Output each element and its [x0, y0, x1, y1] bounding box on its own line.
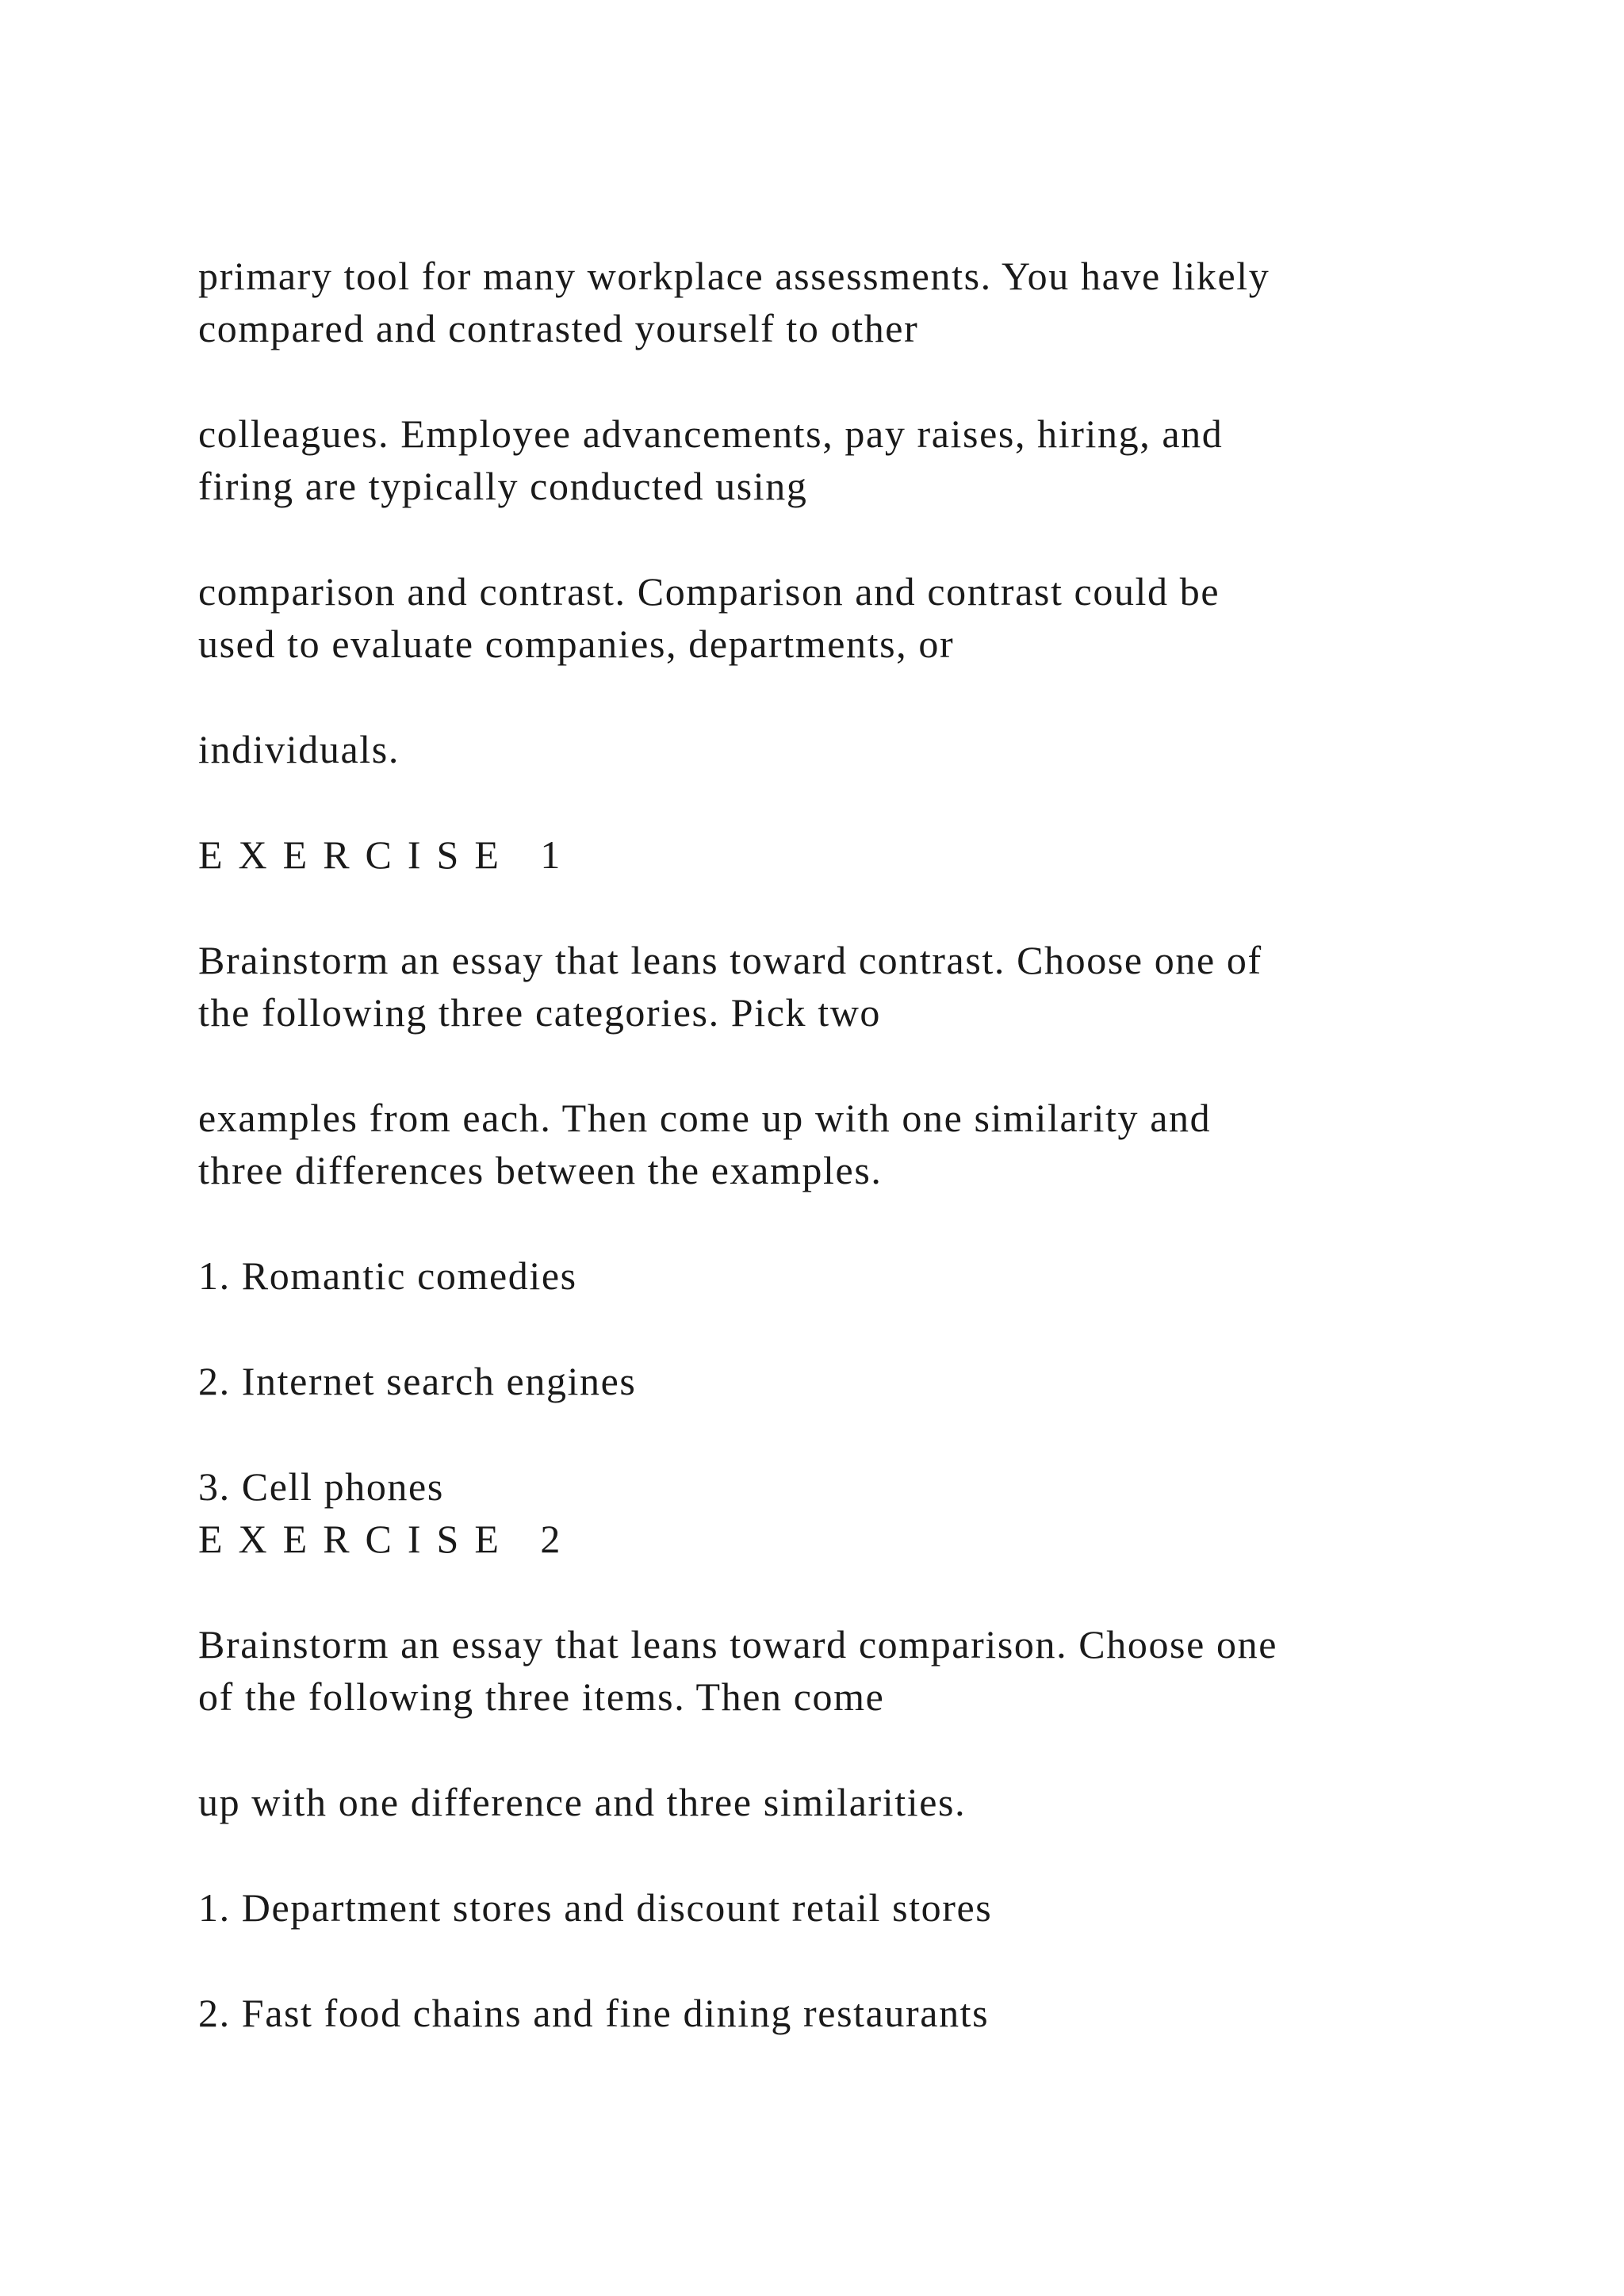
list-item: 3. Cell phones	[198, 1464, 444, 1509]
exercise-1-instructions-line: Brainstorm an essay that leans toward contrast. Choose one of	[198, 938, 1262, 982]
exercise-1-heading: EXERCISE 1	[198, 832, 576, 877]
exercise-2-instructions-line: up with one difference and three similarities.	[198, 1780, 967, 1824]
exercise-2-instructions-line: Brainstorm an essay that leans toward comparison. Choose one	[198, 1622, 1277, 1667]
paragraph-line: primary tool for many workplace assessments. You have likely	[198, 254, 1270, 298]
exercise-1-instructions-line: the following three categories. Pick two	[198, 990, 881, 1035]
list-item: 2. Internet search engines	[198, 1359, 637, 1403]
list-item: 1. Romantic comedies	[198, 1253, 577, 1298]
exercise-1-instructions-line: three differences between the examples.	[198, 1148, 883, 1192]
paragraph-line: comparison and contrast. Comparison and contrast could be	[198, 569, 1220, 614]
exercise-2-instructions-line: of the following three items. Then come	[198, 1674, 885, 1719]
exercise-2-heading: EXERCISE 2	[198, 1517, 576, 1561]
list-item: 1. Department stores and discount retail stores	[198, 1885, 993, 1930]
paragraph-line: compared and contrasted yourself to other	[198, 306, 919, 350]
paragraph-line: firing are typically conducted using	[198, 464, 808, 508]
paragraph-line: used to evaluate companies, departments, or	[198, 622, 955, 666]
list-item: 2. Fast food chains and fine dining restaurants	[198, 1991, 990, 2035]
paragraph-line: individuals.	[198, 727, 400, 771]
paragraph-line: colleagues. Employee advancements, pay raises, hiring, and	[198, 411, 1224, 456]
exercise-1-instructions-line: examples from each. Then come up with one similarity and	[198, 1096, 1212, 1140]
